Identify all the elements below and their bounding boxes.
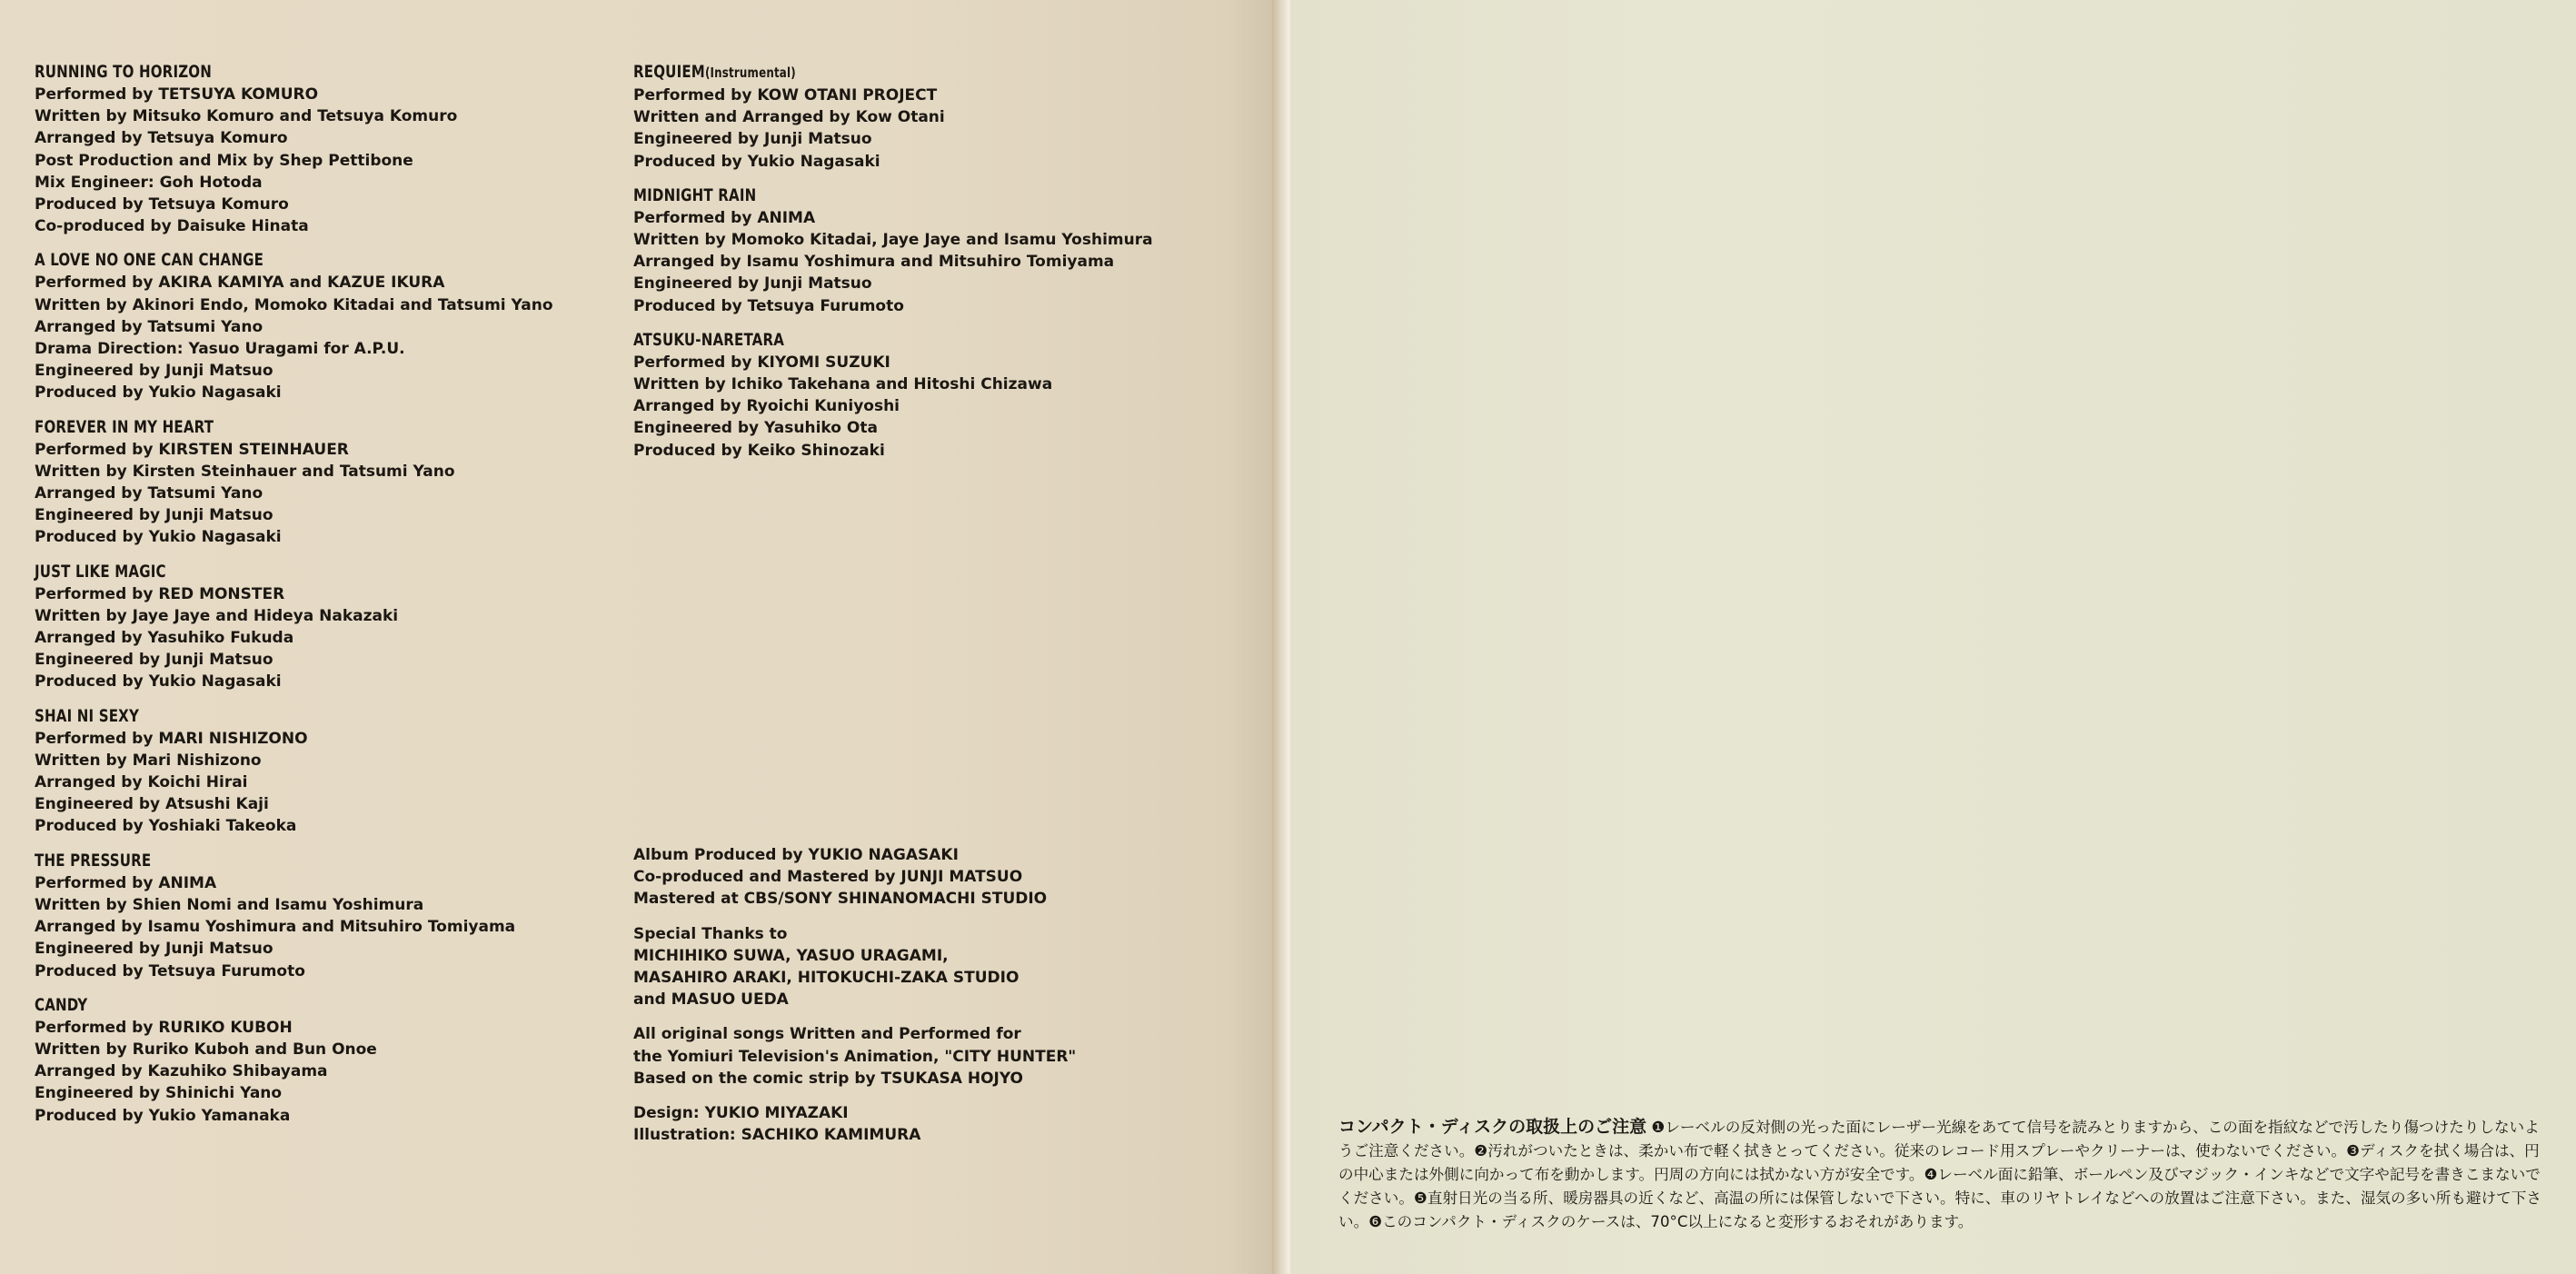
- credit-line: Produced by Tetsuya Komuro: [35, 195, 289, 214]
- credit-line: Performed by KIYOMI SUZUKI: [633, 353, 890, 372]
- credit-line: Arranged by Koichi Hirai: [35, 773, 248, 792]
- song-credit-block: [35, 704, 553, 838]
- credit-line: Arranged by Tetsuya Komuro: [35, 129, 288, 148]
- credit-line: Produced by Tetsuya Furumoto: [35, 961, 305, 980]
- credit-line: Written by Shien Nomi and Isamu Yoshimura: [35, 895, 424, 914]
- song-credit-block: [35, 993, 553, 1127]
- credit-line: Illustration: SACHIKO KAMIMURA: [633, 1126, 921, 1145]
- credit-line: All original songs Written and Performed for: [633, 1025, 1021, 1044]
- song-title: [633, 184, 1090, 207]
- credit-line: Mix Engineer: Goh Hotoda: [35, 173, 263, 192]
- song-title-text: FOREVER IN MY HEART: [35, 416, 214, 437]
- song-title: [35, 849, 491, 872]
- credit-line: Mastered at CBS/SONY SHINANOMACHI STUDIO: [633, 890, 1048, 909]
- credit-line: Drama Direction: Yasuo Uragami for A.P.U.: [35, 340, 405, 359]
- song-credit-block: [633, 328, 1153, 462]
- song-credit-block: [35, 60, 553, 237]
- credit-line: Based on the comic strip by TSUKASA HOJYO: [633, 1069, 1024, 1088]
- credit-line: Written by Akinori Endo, Momoko Kitadai and Tatsumi Yano: [35, 295, 553, 314]
- song-title-text: SHAI NI SEXY: [35, 705, 140, 726]
- credit-line: the Yomiuri Television's Animation, "CITY HUNTER": [633, 1047, 1077, 1066]
- credit-line: Engineered by Atsushi Kaji: [35, 795, 269, 814]
- credit-line: Performed by MARI NISHIZONO: [35, 729, 308, 748]
- credit-line: Produced by Yukio Nagasaki: [35, 672, 282, 692]
- credit-line: Performed by AKIRA KAMIYA and KAZUE IKURA: [35, 274, 445, 293]
- credit-line: Performed by RED MONSTER: [35, 584, 285, 603]
- credit-line: MICHIHIKO SUWA, YASUO URAGAMI,: [633, 946, 949, 965]
- album-credits: [633, 844, 1076, 1159]
- song-title: [633, 328, 1090, 352]
- song-title-text: THE PRESSURE: [35, 850, 152, 871]
- credit-line: Written by Ruriko Kuboh and Bun Onoe: [35, 1040, 377, 1059]
- credit-line: MASAHIRO ARAKI, HITOKUCHI-ZAKA STUDIO: [633, 969, 1019, 988]
- credits-column-right: [633, 60, 1153, 473]
- credit-line: Design: YUKIO MIYAZAKI: [633, 1104, 849, 1123]
- song-title-text: A LOVE NO ONE CAN CHANGE: [35, 250, 264, 271]
- notice-body: ❶レーベルの反対側の光った面にレーザー光線をあてて信号を読みとりますから、この面を指紋などで汚したり傷つけたりしないようご注意ください。❷汚れがついたときは、柔かい布で軽く拭きとってください。従来のレコード用スプレーやクリーナーは、使わないでください。❸ディスクを拭く場合は、円の中心または外側に向かって布を動かします。円周の方向には拭かない方が安全です。❹レーベル面に鉛筆、ボールペン及びマジック・インキなどで文字や記号を書きこまないでください。❺直射日光の当る所、暖房器具の近くなど、高温の所には保管しないで下さい。特に、車のリヤトレイなどへの放置はご注意下さい。また、湿気の多い所も避けて下さい。❻このコンパクト・ディスクのケースは、70°C以上になると変形するおそれがあります。: [1338, 1119, 2541, 1230]
- credit-line: Performed by ANIMA: [35, 873, 217, 892]
- credit-line: Arranged by Tatsumi Yano: [35, 317, 264, 336]
- credit-line: Performed by ANIMA: [633, 208, 816, 227]
- credit-line: and MASUO UEDA: [633, 990, 789, 1010]
- song-title-text: MIDNIGHT RAIN: [633, 184, 757, 205]
- album-credit-paragraph: [633, 1023, 1076, 1090]
- credit-line: Written by Kirsten Steinhauer and Tatsumi Yano: [35, 462, 455, 481]
- song-credit-block: [35, 415, 553, 549]
- album-credit-paragraph: [633, 923, 1076, 1011]
- credit-line: Produced by Yoshiaki Takeoka: [35, 817, 297, 836]
- credit-line: Engineered by Junji Matsuo: [35, 651, 274, 670]
- credit-line: Produced by Keiko Shinozaki: [633, 441, 885, 460]
- credit-line: Performed by TETSUYA KOMURO: [35, 85, 319, 104]
- credit-line: Produced by Tetsuya Furumoto: [633, 296, 904, 315]
- song-credit-block: [35, 849, 553, 982]
- song-credit-block: [633, 184, 1153, 317]
- song-title: [633, 60, 1090, 85]
- song-credit-block: [633, 60, 1153, 173]
- song-title: [35, 560, 491, 583]
- credit-line: Performed by RURIKO KUBOH: [35, 1018, 293, 1037]
- credit-line: Produced by Yukio Nagasaki: [35, 528, 282, 547]
- credit-line: Performed by KOW OTANI PROJECT: [633, 86, 938, 105]
- credit-line: Performed by KIRSTEN STEINHAUER: [35, 440, 349, 459]
- notice-heading: コンパクト・ディスクの取扱上のご注意: [1338, 1117, 1647, 1137]
- album-credit-paragraph: [633, 1102, 1076, 1146]
- credit-line: Written by Ichiko Takehana and Hitoshi Chizawa: [633, 375, 1053, 394]
- song-credit-block: [35, 560, 553, 693]
- credit-line: Engineered by Shinichi Yano: [35, 1084, 283, 1103]
- credit-line: Arranged by Isamu Yoshimura and Mitsuhiro Tomiyama: [35, 918, 516, 937]
- song-title-text: REQUIEM: [633, 62, 705, 82]
- song-title: [35, 60, 491, 84]
- right-page: [1290, 0, 2576, 1274]
- credit-line: Co-produced by Daisuke Hinata: [35, 217, 309, 236]
- song-credit-block: [35, 248, 553, 403]
- song-title: [35, 415, 491, 439]
- credit-line: Written by Mari Nishizono: [35, 751, 262, 770]
- credit-line: Arranged by Ryoichi Kuniyoshi: [633, 397, 900, 416]
- credit-line: Written and Arranged by Kow Otani: [633, 108, 945, 127]
- credit-line: Arranged by Tatsumi Yano: [35, 484, 264, 503]
- credit-line: Post Production and Mix by Shep Pettibone: [35, 151, 413, 170]
- credit-line: Written by Mitsuko Komuro and Tetsuya Komuro: [35, 107, 458, 126]
- credits-column-left: [35, 60, 553, 1138]
- credit-line: Written by Momoko Kitadai, Jaye Jaye and Isamu Yoshimura: [633, 231, 1153, 250]
- credit-line: Written by Jaye Jaye and Hideya Nakazaki: [35, 606, 399, 625]
- album-credit-paragraph: [633, 844, 1076, 911]
- credit-line: Engineered by Junji Matsuo: [35, 506, 274, 525]
- song-title-text: ATSUKU-NARETARA: [633, 329, 785, 350]
- credit-line: Engineered by Junji Matsuo: [633, 130, 872, 149]
- credit-line: Arranged by Kazuhiko Shibayama: [35, 1062, 328, 1081]
- credit-line: Album Produced by YUKIO NAGASAKI: [633, 846, 959, 864]
- song-title: [35, 704, 491, 728]
- song-title-text: RUNNING TO HORIZON: [35, 62, 213, 82]
- credit-line: Produced by Yukio Nagasaki: [35, 383, 282, 403]
- credit-line: Co-produced and Mastered by JUNJI MATSUO: [633, 868, 1023, 887]
- song-title: [35, 993, 491, 1017]
- credit-line: Produced by Yukio Nagasaki: [633, 152, 880, 171]
- song-subtitle: (Instrumental): [704, 65, 796, 81]
- cd-handling-notice: [1338, 1115, 2547, 1234]
- credit-line: Arranged by Yasuhiko Fukuda: [35, 629, 294, 648]
- credit-line: Engineered by Junji Matsuo: [35, 940, 274, 959]
- credit-line: Engineered by Junji Matsuo: [633, 274, 872, 294]
- song-title-text: CANDY: [35, 994, 88, 1015]
- credit-line: Arranged by Isamu Yoshimura and Mitsuhiro Tomiyama: [633, 253, 1115, 272]
- credit-line: Engineered by Yasuhiko Ota: [633, 419, 878, 438]
- song-title: [35, 248, 491, 272]
- credit-line: Engineered by Junji Matsuo: [35, 362, 274, 381]
- credit-line: Special Thanks to: [633, 924, 788, 943]
- song-title-text: JUST LIKE MAGIC: [35, 561, 166, 582]
- credit-line: Produced by Yukio Yamanaka: [35, 1106, 291, 1125]
